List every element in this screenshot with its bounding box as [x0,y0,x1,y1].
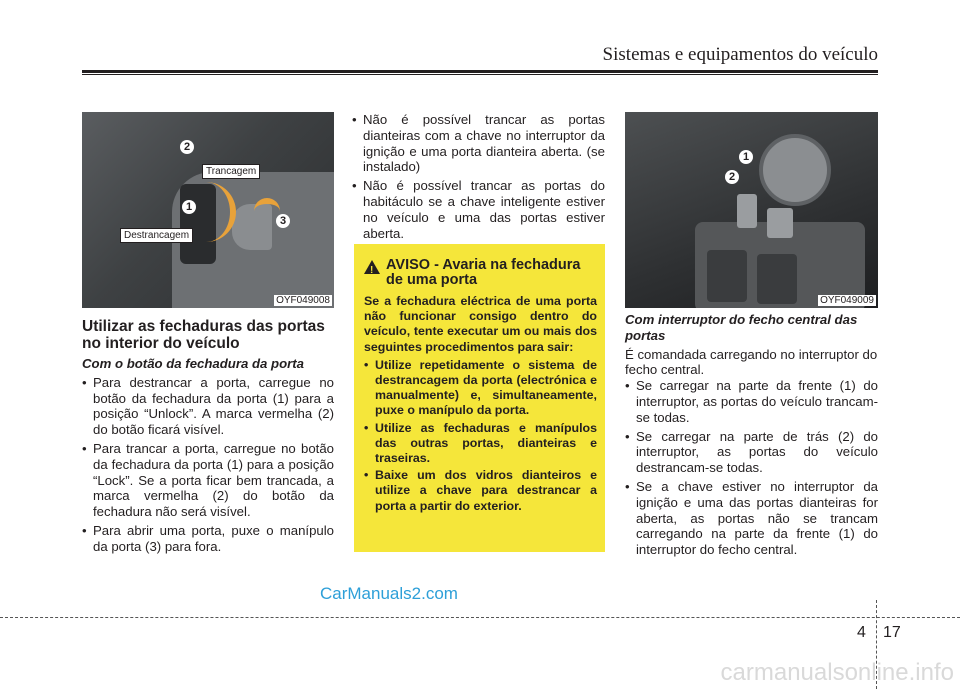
central-lock-switch-photo [625,112,878,308]
list-item: • Utilize repetidamente o sistema de destrancagem da porta (electrónica e manualmente) e, simultaneamente, puxe o manípulo da porta. [364,358,597,419]
callout-2: 2 [725,170,739,184]
list-item: • Se carregar na parte da frente (1) do interruptor, as portas do veículo trancam-se todas. [625,378,878,425]
warning-title: AVISO - Avaria na fechadura de uma porta [386,257,581,288]
section-title: Utilizar as fechaduras das portas no interior do veículo [82,318,325,352]
section-door-lock-button [82,318,334,558]
list-item: • Para abrir uma porta, puxe o manípulo da porta (3) para fora. [82,523,334,555]
warning-heading [364,258,597,288]
warning-triangle-icon: ! [364,260,380,274]
mirror-control-shape [759,134,831,206]
section-central-lock-switch [625,312,878,561]
section-subtitle: Com interruptor do fecho central das portas [625,312,858,343]
chapter-number: 4 [857,624,866,641]
callout-2: 2 [180,140,194,154]
bullet-list [352,112,605,241]
section-intro: É comandada carregando no interruptor do fecho central. [625,346,878,378]
warning-bullet-list [364,358,597,514]
header-rule-thin [82,74,878,75]
list-item: • Se carregar na parte de trás (2) do interruptor, as portas do veículo destrancam-se todas. [625,429,878,476]
footer-dashed-rule [0,617,960,618]
list-item: • Para destrancar a porta, carregue no botão da fechadura da porta (1) para a posição “Unlock”. A marca vermelha (2) do botão ficará visível. [82,375,334,438]
list-item: • Se a chave estiver no interruptor da ignição e uma das portas dianteiras for aberta, as portas não se trancam carregando na parte da frente (1) do interruptor do fecho central. [625,479,878,558]
list-item: • Não é possível trancar as portas dianteiras com a chave no interruptor da ignição e uma porta dianteira aberta. (se instalado) [352,112,605,175]
central-lock-switch-shape [737,194,757,228]
list-item: • Não é possível trancar as portas do habitáculo se a chave inteligente estiver no veículo e uma das portas estiver aberta. [352,178,605,241]
bullet-list [625,378,878,558]
section-subtitle: Com o botão da fechadura da porta [82,356,305,371]
callout-3: 3 [276,214,290,228]
window-lock-button-shape [767,208,793,238]
callout-1: 1 [182,200,196,214]
list-item: • Utilize as fechaduras e manípulos das outras portas, dianteiras e traseiras. [364,421,597,467]
door-lock-photo [82,112,334,308]
page-header-title: Sistemas e equipamentos do veículo [602,44,878,65]
figure-code: OYF049008 [276,295,330,306]
bullet-list [82,375,334,555]
warning-text: Se a fechadura eléctrica de uma porta não funcionar consigo dentro do veículo, tente executar um ou mais dos seguintes procedimentos para sair: [364,294,597,354]
footer-site-watermark: carmanualsonline.info [720,659,954,686]
window-switch-2-shape [757,254,797,304]
lock-label: Trancagem [202,164,260,179]
window-switch-1-shape [707,250,747,302]
warning-box [354,244,605,552]
header-rule [82,70,878,73]
figure-code: OYF049009 [820,295,874,306]
page-number: 17 [883,624,901,641]
callout-1: 1 [739,150,753,164]
list-item: • Para trancar a porta, carregue no botão da fechadura da porta (1) para a posição “Lock”. Se a porta ficar bem trancada, a marca vermelha (2) do botão da fechadura não será visível. [82,441,334,520]
list-item: • Baixe um dos vidros dianteiros e utilize a chave para destrancar a porta a partir do exterior. [364,468,597,514]
unlock-label: Destrancagem [120,228,193,243]
watermark-link[interactable]: CarManuals2.com [320,584,458,603]
section-lock-restrictions [352,112,605,244]
